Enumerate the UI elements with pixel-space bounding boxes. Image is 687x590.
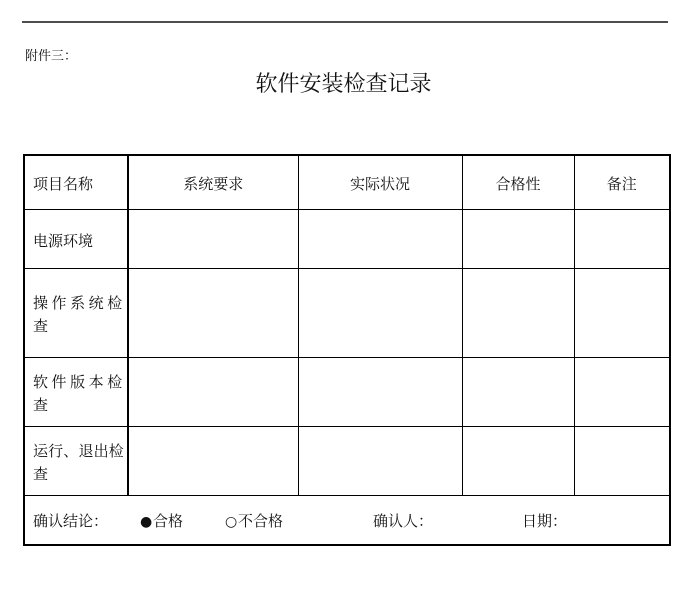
cell-qualification: [462, 209, 574, 268]
empty-circle-icon: ○: [225, 513, 238, 530]
table-row: [24, 426, 670, 495]
confirmation-cell: [24, 495, 670, 545]
inspection-record-table: [23, 154, 671, 546]
item-name-label: 运行、退出检查: [33, 442, 124, 483]
header-qualification: 合格性: [462, 155, 574, 209]
cell-remarks: [574, 357, 670, 426]
confirmation-bar: [25, 496, 669, 544]
date-label: 日期：: [522, 511, 568, 530]
item-name-label: 软件版本检查: [33, 373, 123, 414]
header-system-requirements: 系统要求: [128, 155, 298, 209]
cell-actual-status: [298, 357, 462, 426]
header-row: [24, 155, 670, 209]
cell-system-requirements: [128, 426, 298, 495]
table-row: [24, 209, 670, 268]
table-row: [24, 357, 670, 426]
option-qualified-label: 合格: [153, 511, 184, 530]
item-name-label: 操作系统检查: [33, 294, 123, 335]
cell-item-name: [24, 357, 128, 426]
cell-item-name: [24, 426, 128, 495]
cell-system-requirements: [128, 209, 298, 268]
table-row: [24, 268, 670, 357]
cell-system-requirements: [128, 268, 298, 357]
header-actual-status: 实际状况: [298, 155, 462, 209]
attachment-label: 附件三：: [25, 49, 78, 64]
option-unqualified-label: 不合格: [238, 511, 284, 530]
cell-remarks: [574, 426, 670, 495]
cell-qualification: [462, 357, 574, 426]
document-title: 软件安装检查记录: [255, 72, 432, 97]
cell-system-requirements: [128, 357, 298, 426]
cell-remarks: [574, 209, 670, 268]
cell-item-name: [24, 209, 128, 268]
header-item-name: 项目名称: [24, 155, 128, 209]
cell-actual-status: [298, 426, 462, 495]
option-unqualified: [225, 497, 283, 546]
option-qualified: [140, 497, 183, 546]
cell-actual-status: [298, 209, 462, 268]
conclusion-label: 确认结论：: [33, 511, 109, 530]
cell-qualification: [462, 268, 574, 357]
filled-circle-icon: ●: [140, 513, 153, 530]
cell-qualification: [462, 426, 574, 495]
confirmer-label: 确认人：: [373, 511, 434, 530]
item-name-label: 电源环境: [33, 231, 94, 250]
cell-actual-status: [298, 268, 462, 357]
cell-remarks: [574, 268, 670, 357]
cell-item-name: [24, 268, 128, 357]
confirmation-row: [24, 495, 670, 545]
top-rule: [22, 21, 668, 23]
header-remarks: 备注: [574, 155, 670, 209]
